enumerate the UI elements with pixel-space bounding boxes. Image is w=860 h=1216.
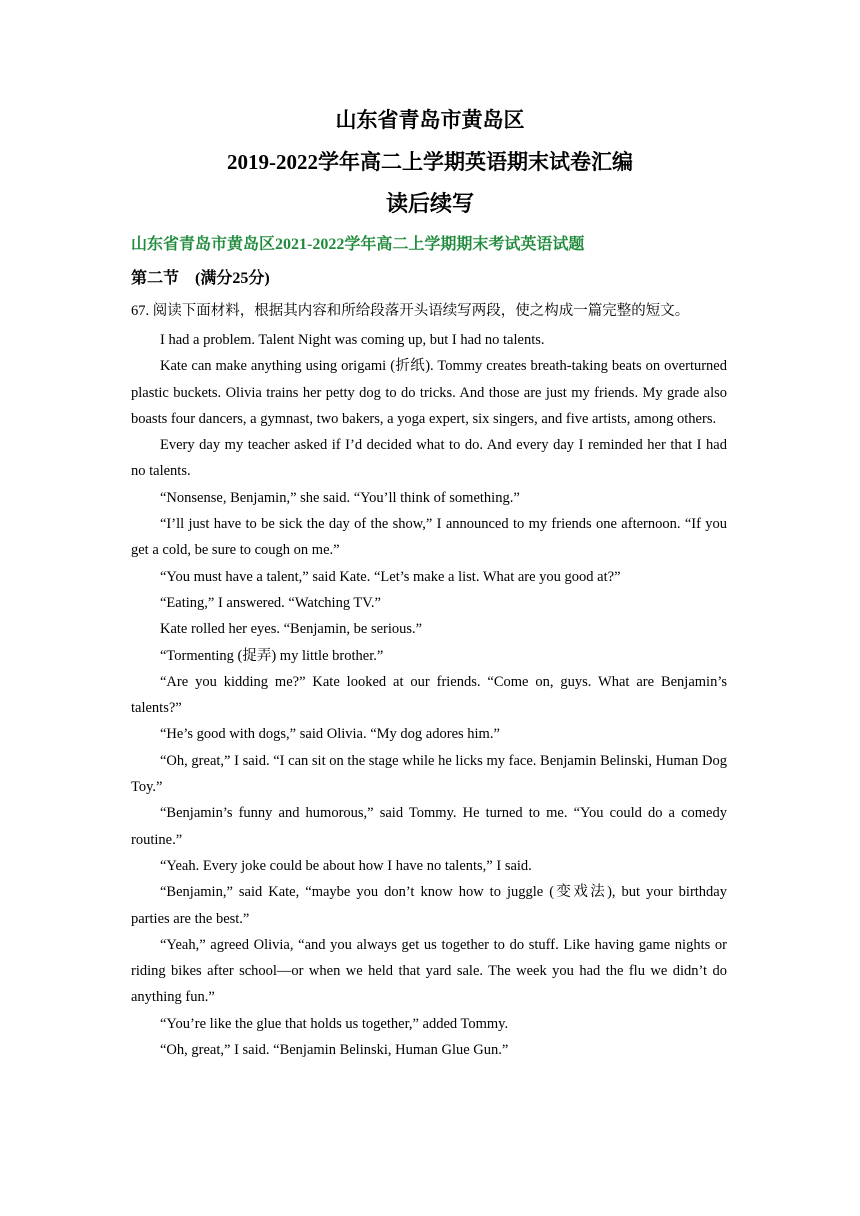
paragraph: “Eating,” I answered. “Watching TV.”	[160, 594, 381, 611]
paragraph: “Nonsense, Benjamin,” she said. “You’ll think of something.”	[160, 489, 520, 506]
paragraph: “Benjamin,” said Kate, “maybe you don’t know how to juggle (变戏法), but your birthday parties are the best.”	[131, 884, 727, 927]
paragraph: Kate rolled her eyes. “Benjamin, be serious.”	[160, 621, 423, 638]
paragraph: “Oh, great,” I said. “Benjamin Belinski, Human Glue Gun.”	[160, 1042, 509, 1059]
paragraph: I had a problem. Talent Night was coming up, but I had no talents.	[160, 332, 545, 348]
title-topic: 读后续写	[385, 191, 474, 216]
paragraph: “You’re like the glue that holds us together,” added Tommy.	[160, 1015, 509, 1032]
paragraph: “Yeah,” agreed Olivia, “and you always get us together to do stuff. Like having game nights or riding bikes after school—or when we held that yard sale. The week you had the flu we didn’t do anything fun.”	[131, 936, 727, 1006]
paragraph: “You must have a talent,” said Kate. “Let’s make a list. What are you good at?”	[160, 568, 621, 585]
paragraph: “Are you kidding me?” Kate looked at our friends. “Come on, guys. What are Benjamin’s talents?”	[131, 673, 727, 717]
part-heading: 第二节 (满分25分)	[131, 270, 270, 287]
paragraph: Every day my teacher asked if I’d decided what to do. And every day I reminded her that I had no talents.	[131, 437, 727, 480]
paragraph: “Oh, great,” I said. “I can sit on the stage while he licks my face. Benjamin Belinski, Human Dog Toy.”	[131, 752, 727, 796]
paragraph: “I’ll just have to be sick the day of the show,” I announced to my friends one afternoon. “If you get a cold, be sure to cough on me.”	[131, 516, 727, 559]
story-passage	[131, 327, 727, 1063]
paragraph: “Tormenting (捉弄) my little brother.”	[160, 647, 384, 664]
exam-source-heading: 山东省青岛市黄岛区2021-2022学年高二上学期期末考试英语试题	[131, 236, 585, 253]
paragraph: Kate can make anything using origami (折纸). Tommy creates breath-taking beats on overturned plastic buckets. Olivia trains her petty dog to do tricks. And those are just my friends. My grade also boasts four dancers, a gymnast, two bakers, a yoga expert, six singers, and five artists, among others.	[131, 358, 727, 427]
question-instruction: 67. 阅读下面材料，根据其内容和所给段落开头语续写两段，使之构成一篇完整的短文。	[131, 303, 690, 319]
paragraph: “Yeah. Every joke could be about how I have no talents,” I said.	[160, 857, 532, 874]
paragraph: “He’s good with dogs,” said Olivia. “My dog adores him.”	[160, 726, 500, 743]
paragraph: “Benjamin’s funny and humorous,” said Tommy. He turned to me. “You could do a comedy routine.”	[131, 805, 727, 848]
title-collection: 2019-2022学年高二上学期英语期末试卷汇编	[227, 150, 633, 174]
title-region: 山东省青岛市黄岛区	[335, 108, 525, 132]
